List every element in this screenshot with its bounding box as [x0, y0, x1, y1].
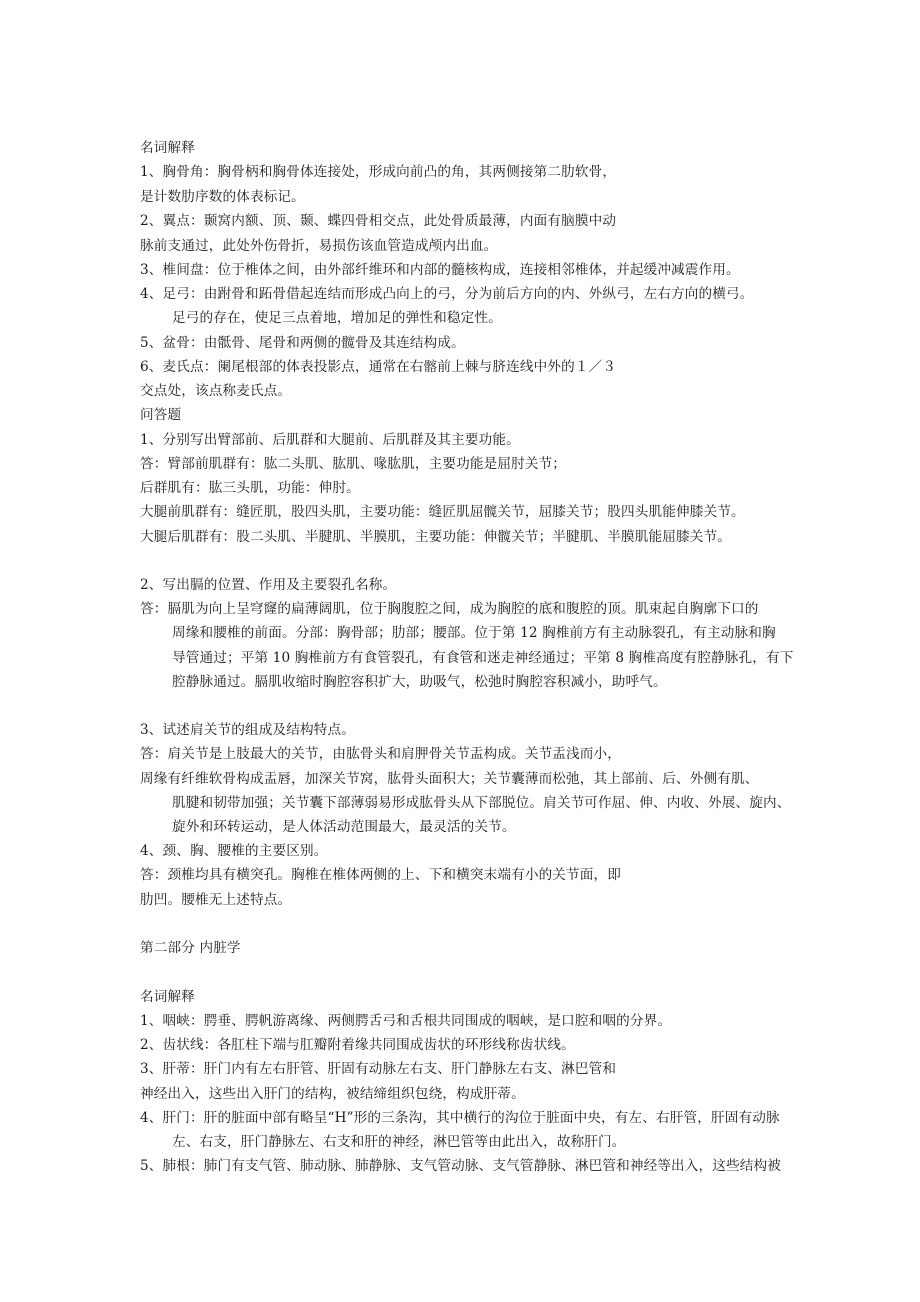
question-line: 2、写出膈的位置、作用及主要裂孔名称。 [140, 577, 397, 593]
text-line: 后群肌有：肱三头肌，功能：伸肘。 [140, 480, 360, 496]
text-line: 周缘有纤维软骨构成盂唇，加深关节窝，肱骨头面积大；关节囊薄而松弛，其上部前、后、外侧有肌、 [140, 771, 759, 787]
text-line: 肌腱和韧带加强；关节囊下部薄弱易形成肱骨头从下部脱位。肩关节可作屈、伸、内收、外展、旋内、 [172, 795, 791, 811]
text-line: 2、翼点：颞窝内额、顶、颞、蝶四骨相交点，此处骨质最薄，内面有脑膜中动 [140, 213, 617, 229]
text-line: 足弓的存在，使足三点着地，增加足的弹性和稳定性。 [172, 310, 502, 326]
question-line: 1、分别写出臂部前、后肌群和大腿前、后肌群及其主要功能。 [140, 432, 520, 448]
text-line: 3、椎间盘：位于椎体之间，由外部纤维环和内部的髓核构成，连接相邻椎体，并起缓冲减震作用。 [140, 262, 740, 278]
text-line: 周缘和腰椎的前面。分部：胸骨部；肋部；腰部。位于第 12 胸椎前方有主动脉裂孔，有主动脉和胸 [172, 625, 776, 641]
text-line: 5、肺根：肺门有支气管、肺动脉、肺静脉、支气管动脉、支气管静脉、淋巴管和神经等出入，这些结构被 [140, 1158, 782, 1174]
text-line: 腔静脉通过。膈肌收缩时胸腔容积扩大，助吸气，松弛时胸腔容积减小，助呼气。 [172, 674, 667, 690]
text-line: 大腿后肌群有：股二头肌、半腱肌、半膜肌，主要功能：伸髋关节；半腱肌、半膜肌能屈膝关节。 [140, 529, 731, 545]
text-line: 导管通过；平第 10 胸椎前方有食管裂孔，有食管和迷走神经通过；平第 8 胸椎高度有腔静脉孔，有下 [172, 650, 794, 666]
text-line: 4、肝门：肝的脏面中部有略呈“H”形的三条沟，其中横行的沟位于脏面中央，有左、右肝管，肝固有动脉 [140, 1110, 780, 1126]
text-line: 答：臂部前肌群有：肱二头肌、肱肌、喙肱肌，主要功能是屈肘关节； [140, 456, 567, 472]
text-line: 大腿前肌群有：缝匠肌，股四头肌，主要功能：缝匠肌屈髋关节，屈膝关节；股四头肌能伸膝关节。 [140, 504, 745, 520]
text-line: 答：膈肌为向上呈穹窿的扁薄阔肌，位于胸腹腔之间，成为胸腔的底和腹腔的顶。肌束起自胸廓下口的 [140, 601, 759, 617]
text-line: 交点处，该点称麦氏点。 [140, 383, 292, 399]
text-line: 是计数肋序数的体表标记。 [140, 189, 305, 205]
part-heading: 第二部分 内脏学 [140, 940, 241, 956]
text-line: 4、足弓：由跗骨和跖骨借起连结而形成凸向上的弓，分为前后方向的内、外纵弓，左右方向的横弓。 [140, 286, 754, 302]
text-line: 1、咽峡：腭垂、腭帆游离缘、两侧腭舌弓和舌根共同围成的咽峡，是口腔和咽的分界。 [140, 1013, 672, 1029]
text-line: 6、麦氏点：阑尾根部的体表投影点，通常在右髂前上棘与脐连线中外的１／３ [140, 359, 617, 375]
section-heading: 名词解释 [140, 989, 195, 1005]
question-line: 3、试述肩关节的组成及结构特点。 [140, 722, 355, 738]
text-line: 答：颈椎均具有横突孔。胸椎在椎体两侧的上、下和横突末端有小的关节面，即 [140, 867, 622, 883]
section-heading: 名词解释 [140, 140, 195, 156]
text-line: 神经出入，这些出入肝门的结构，被结缔组织包绕，构成肝蒂。 [140, 1086, 525, 1102]
text-line: 脉前支通过，此处外伤骨折，易损伤该血管造成颅内出血。 [140, 238, 498, 254]
text-line: 5、盆骨：由骶骨、尾骨和两侧的髋骨及其连结构成。 [140, 335, 465, 351]
text-line: 2、齿状线：各肛柱下端与肛瓣附着缘共同围成齿状的环形线称齿状线。 [140, 1037, 575, 1053]
text-line: 答：肩关节是上肢最大的关节，由肱骨头和肩胛骨关节盂构成。关节盂浅而小， [140, 746, 622, 762]
question-line: 4、颈、胸、腰椎的主要区别。 [140, 843, 328, 859]
text-line: 1、胸骨角：胸骨柄和胸骨体连接处，形成向前凸的角，其两侧接第二肋软骨， [140, 164, 617, 180]
text-line: 旋外和环转运动，是人体活动范围最大，最灵活的关节。 [172, 819, 516, 835]
section-heading: 问答题 [140, 407, 182, 423]
text-line: 3、肝蒂：肝门内有左右肝管、肝固有动脉左右支、肝门静脉左右支、淋巴管和 [140, 1061, 617, 1077]
text-line: 左、右支，肝门静脉左、右支和肝的神经，淋巴管等由此出入，故称肝门。 [172, 1134, 626, 1150]
text-line: 肋凹。腰椎无上述特点。 [140, 892, 292, 908]
